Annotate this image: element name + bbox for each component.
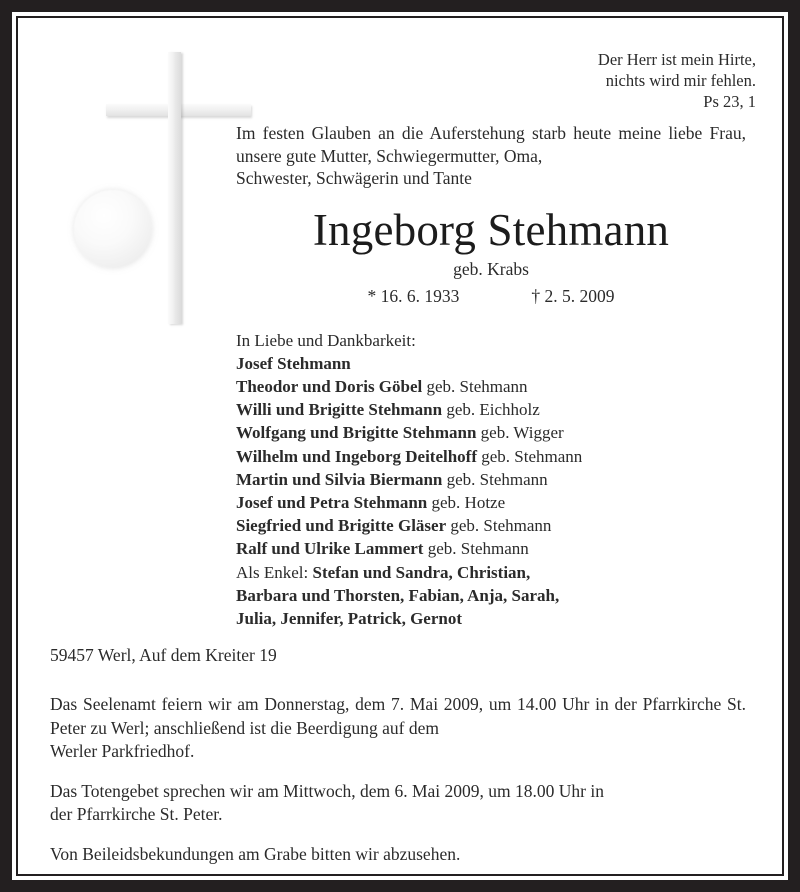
family-member <box>236 445 746 468</box>
family-member <box>236 352 746 375</box>
prayer-paragraph <box>50 780 746 827</box>
intro-text <box>236 122 746 190</box>
intro-line-1: Im festen Glauben an die Auferstehung starb heute meine <box>236 123 662 143</box>
condolences-paragraph <box>50 843 746 867</box>
family-member-nee: geb. Stehmann <box>442 469 548 489</box>
family-member-nee: geb. Wigger <box>476 423 564 443</box>
family-member-nee: geb. Eichholz <box>442 400 540 420</box>
notice-sheet <box>18 18 782 874</box>
verse-reference: Ps 23, 1 <box>703 92 756 111</box>
grandchildren-names-1: Stefan und Sandra, Christian, <box>312 562 531 582</box>
requiem-main: Das Seelenamt feiern wir am Donnerstag, dem 7. Mai 2009, um 14.00 Uhr in der Pfarrkirche St. Peter zu Werl; anschließend ist die Beerdigung auf dem <box>50 694 746 738</box>
family-member-names: Martin und Silvia Biermann <box>236 469 443 489</box>
cross-graphic <box>48 38 248 328</box>
deceased-name: Ingeborg Stehmann <box>312 204 670 255</box>
birth-date: * 16. 6. 1933 <box>367 285 460 306</box>
family-member-nee: geb. Hotze <box>427 492 506 512</box>
family-lead: In Liebe und Dankbarkeit: <box>236 330 416 350</box>
grandchildren-line-2 <box>236 584 746 607</box>
family-member-names: Wilhelm und Ingeborg Deitelhoff <box>236 446 478 466</box>
grandchildren-list <box>236 561 746 631</box>
family-member <box>236 537 746 560</box>
family-member-names: Josef Stehmann <box>236 353 351 373</box>
family-member <box>236 491 746 514</box>
prayer-main: Das Totengebet sprechen wir am Mittwoch, dem 6. Mai 2009, um 18.00 Uhr in <box>50 780 604 801</box>
bible-verse <box>426 49 756 112</box>
condolences-text: Von Beileidsbekundungen am Grabe bitten wir abzusehen. <box>50 843 461 864</box>
family-member-nee: geb. Stehmann <box>422 376 528 396</box>
family-member <box>236 514 746 537</box>
family-list <box>236 329 746 561</box>
family-member-names: Wolfgang und Brigitte Stehmann <box>236 423 477 443</box>
cross-stem-icon <box>168 52 181 324</box>
family-member-names: Siegfried und Brigitte Gläser <box>236 516 447 536</box>
life-dates <box>236 285 746 307</box>
family-member <box>236 468 746 491</box>
prayer-tail: der Pfarrkirche St. Peter. <box>50 804 223 824</box>
grandchildren-names-3: Julia, Jennifer, Patrick, Gernot <box>236 608 463 628</box>
grandchildren-names-2: Barbara und Thorsten, Fabian, Anja, Sarah, <box>236 585 560 605</box>
family-member-names: Ralf und Ulrike Lammert <box>236 539 424 559</box>
family-member-names: Theodor und Doris Göbel <box>236 376 423 396</box>
family-member <box>236 421 746 444</box>
death-date: † 2. 5. 2009 <box>531 285 615 306</box>
family-member <box>236 398 746 421</box>
sphere-icon <box>74 190 152 268</box>
address-line: 59457 Werl, Auf dem Kreiter 19 <box>50 645 277 665</box>
requiem-tail: Werler Parkfriedhof. <box>50 741 195 761</box>
requiem-paragraph <box>50 693 746 764</box>
cross-crossbar-icon <box>106 104 251 116</box>
family-member-nee: geb. Stehmann <box>477 446 583 466</box>
family-member <box>236 375 746 398</box>
family-member-nee: geb. Stehmann <box>446 516 552 536</box>
lower-block <box>50 644 746 866</box>
family-member-names: Josef und Petra Stehmann <box>236 492 428 512</box>
grandchildren-lead: Als Enkel: <box>236 562 313 582</box>
intro-line-3: Schwester, Schwägerin und Tante <box>236 168 472 188</box>
family-member-nee: geb. Stehmann <box>423 539 529 559</box>
intro-line-2: liebe Frau, unsere gute Mutter, Schwiegermutter, Oma, <box>236 123 746 166</box>
verse-line-1: Der Herr ist mein Hirte, <box>597 50 756 69</box>
verse-line-2: nichts wird mir fehlen. <box>605 71 756 90</box>
grandchildren-line-1 <box>236 561 746 584</box>
main-column <box>236 122 746 630</box>
family-member-names: Willi und Brigitte Stehmann <box>236 400 443 420</box>
grandchildren-line-3 <box>236 607 746 630</box>
deceased-maiden-name: geb. Krabs <box>453 258 529 279</box>
